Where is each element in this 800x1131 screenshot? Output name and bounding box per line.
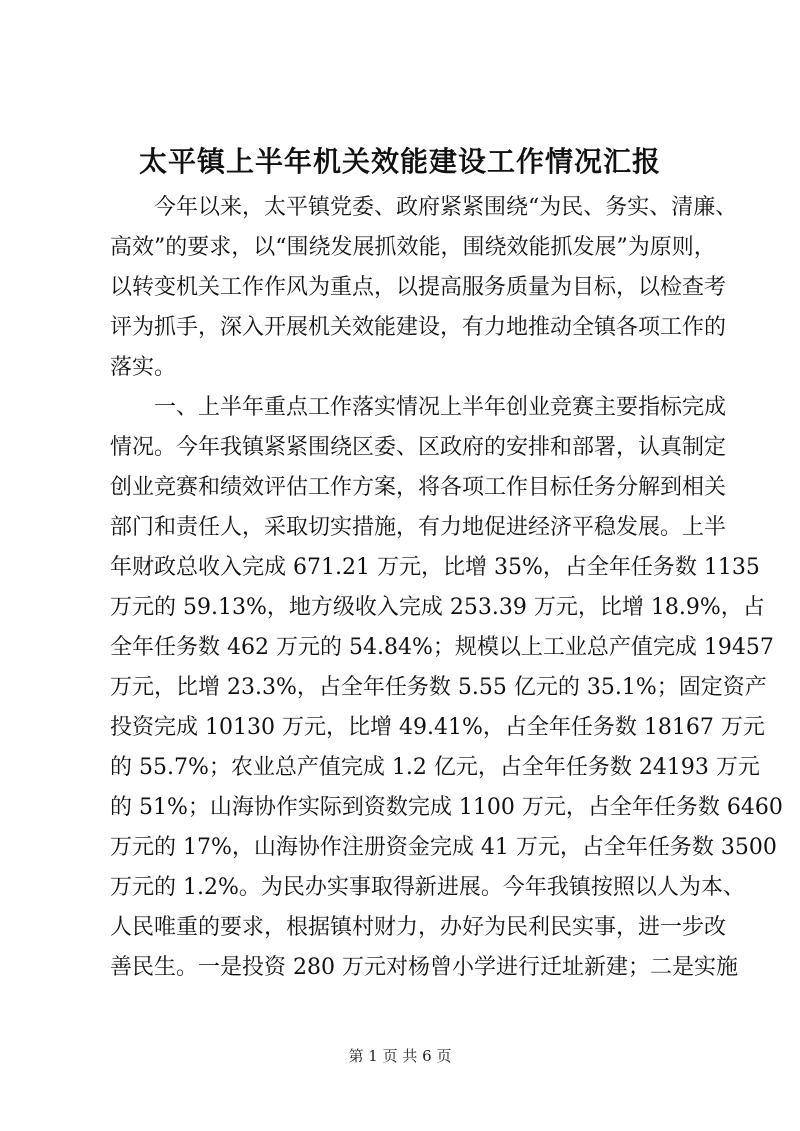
text-line: 创业竞赛和绩效评估工作方案，将各项工作目标任务分解到相关	[110, 475, 727, 500]
text-line: 以转变机关工作作风为重点，以提高服务质量为目标，以检查考	[110, 275, 727, 300]
text-line: 万元，比增 23.3%，占全年任务数 5.55 亿元的 35.1%；固定资产	[110, 675, 767, 700]
text-line: 万元的 1.2%。为民办实事取得新进展。今年我镇按照以人为本、	[110, 875, 745, 900]
text-line: 的 51%；山海协作实际到资数完成 1100 万元，占全年任务数 6460	[110, 795, 783, 820]
text-line: 的 55.7%；农业总产值完成 1.2 亿元，占全年任务数 24193 万元	[110, 755, 760, 780]
paragraph-intro	[110, 188, 738, 388]
text-line: 部门和责任人，采取切实措施，有力地促进经济平稳发展。上半	[110, 515, 727, 540]
document-title: 太平镇上半年机关效能建设工作情况汇报	[138, 145, 661, 178]
text-line: 万元的 17%，山海协作注册资金完成 41 万元，占全年任务数 3500	[110, 835, 777, 860]
text-line: 万元的 59.13%，地方级收入完成 253.39 万元，比增 18.9%，占	[110, 595, 765, 620]
text-line: 情况。今年我镇紧紧围绕区委、区政府的安排和部署，认真制定	[110, 435, 727, 460]
text-line: 全年任务数 462 万元的 54.84%；规模以上工业总产值完成 19457	[110, 635, 774, 660]
text-line: 评为抓手，深入开展机关效能建设，有力地推动全镇各项工作的	[110, 315, 727, 340]
paragraph-section-one	[110, 388, 783, 988]
text-line: 年财政总收入完成 671.21 万元，比增 35%，占全年任务数 1135	[110, 555, 760, 580]
text-line: 落实。	[110, 355, 177, 380]
text-line: 投资完成 10130 万元，比增 49.41%，占全年任务数 18167 万元	[110, 715, 765, 740]
page-number: 第 1 页 共 6 页	[348, 1047, 452, 1065]
text-line: 一、上半年重点工作落实情况上半年创业竞赛主要指标完成	[110, 395, 727, 420]
text-line: 人民唯重的要求，根据镇村财力，办好为民利民实事，进一步改	[110, 915, 727, 940]
page-footer	[0, 1046, 800, 1066]
text-line: 今年以来，太平镇党委、政府紧紧围绕“为民、务实、清廉、	[110, 195, 738, 220]
text-line: 善民生。一是投资 280 万元对杨曾小学进行迁址新建；二是实施	[110, 955, 738, 980]
text-line: 高效”的要求，以“围绕发展抓效能，围绕效能抓发展”为原则，	[110, 235, 716, 260]
